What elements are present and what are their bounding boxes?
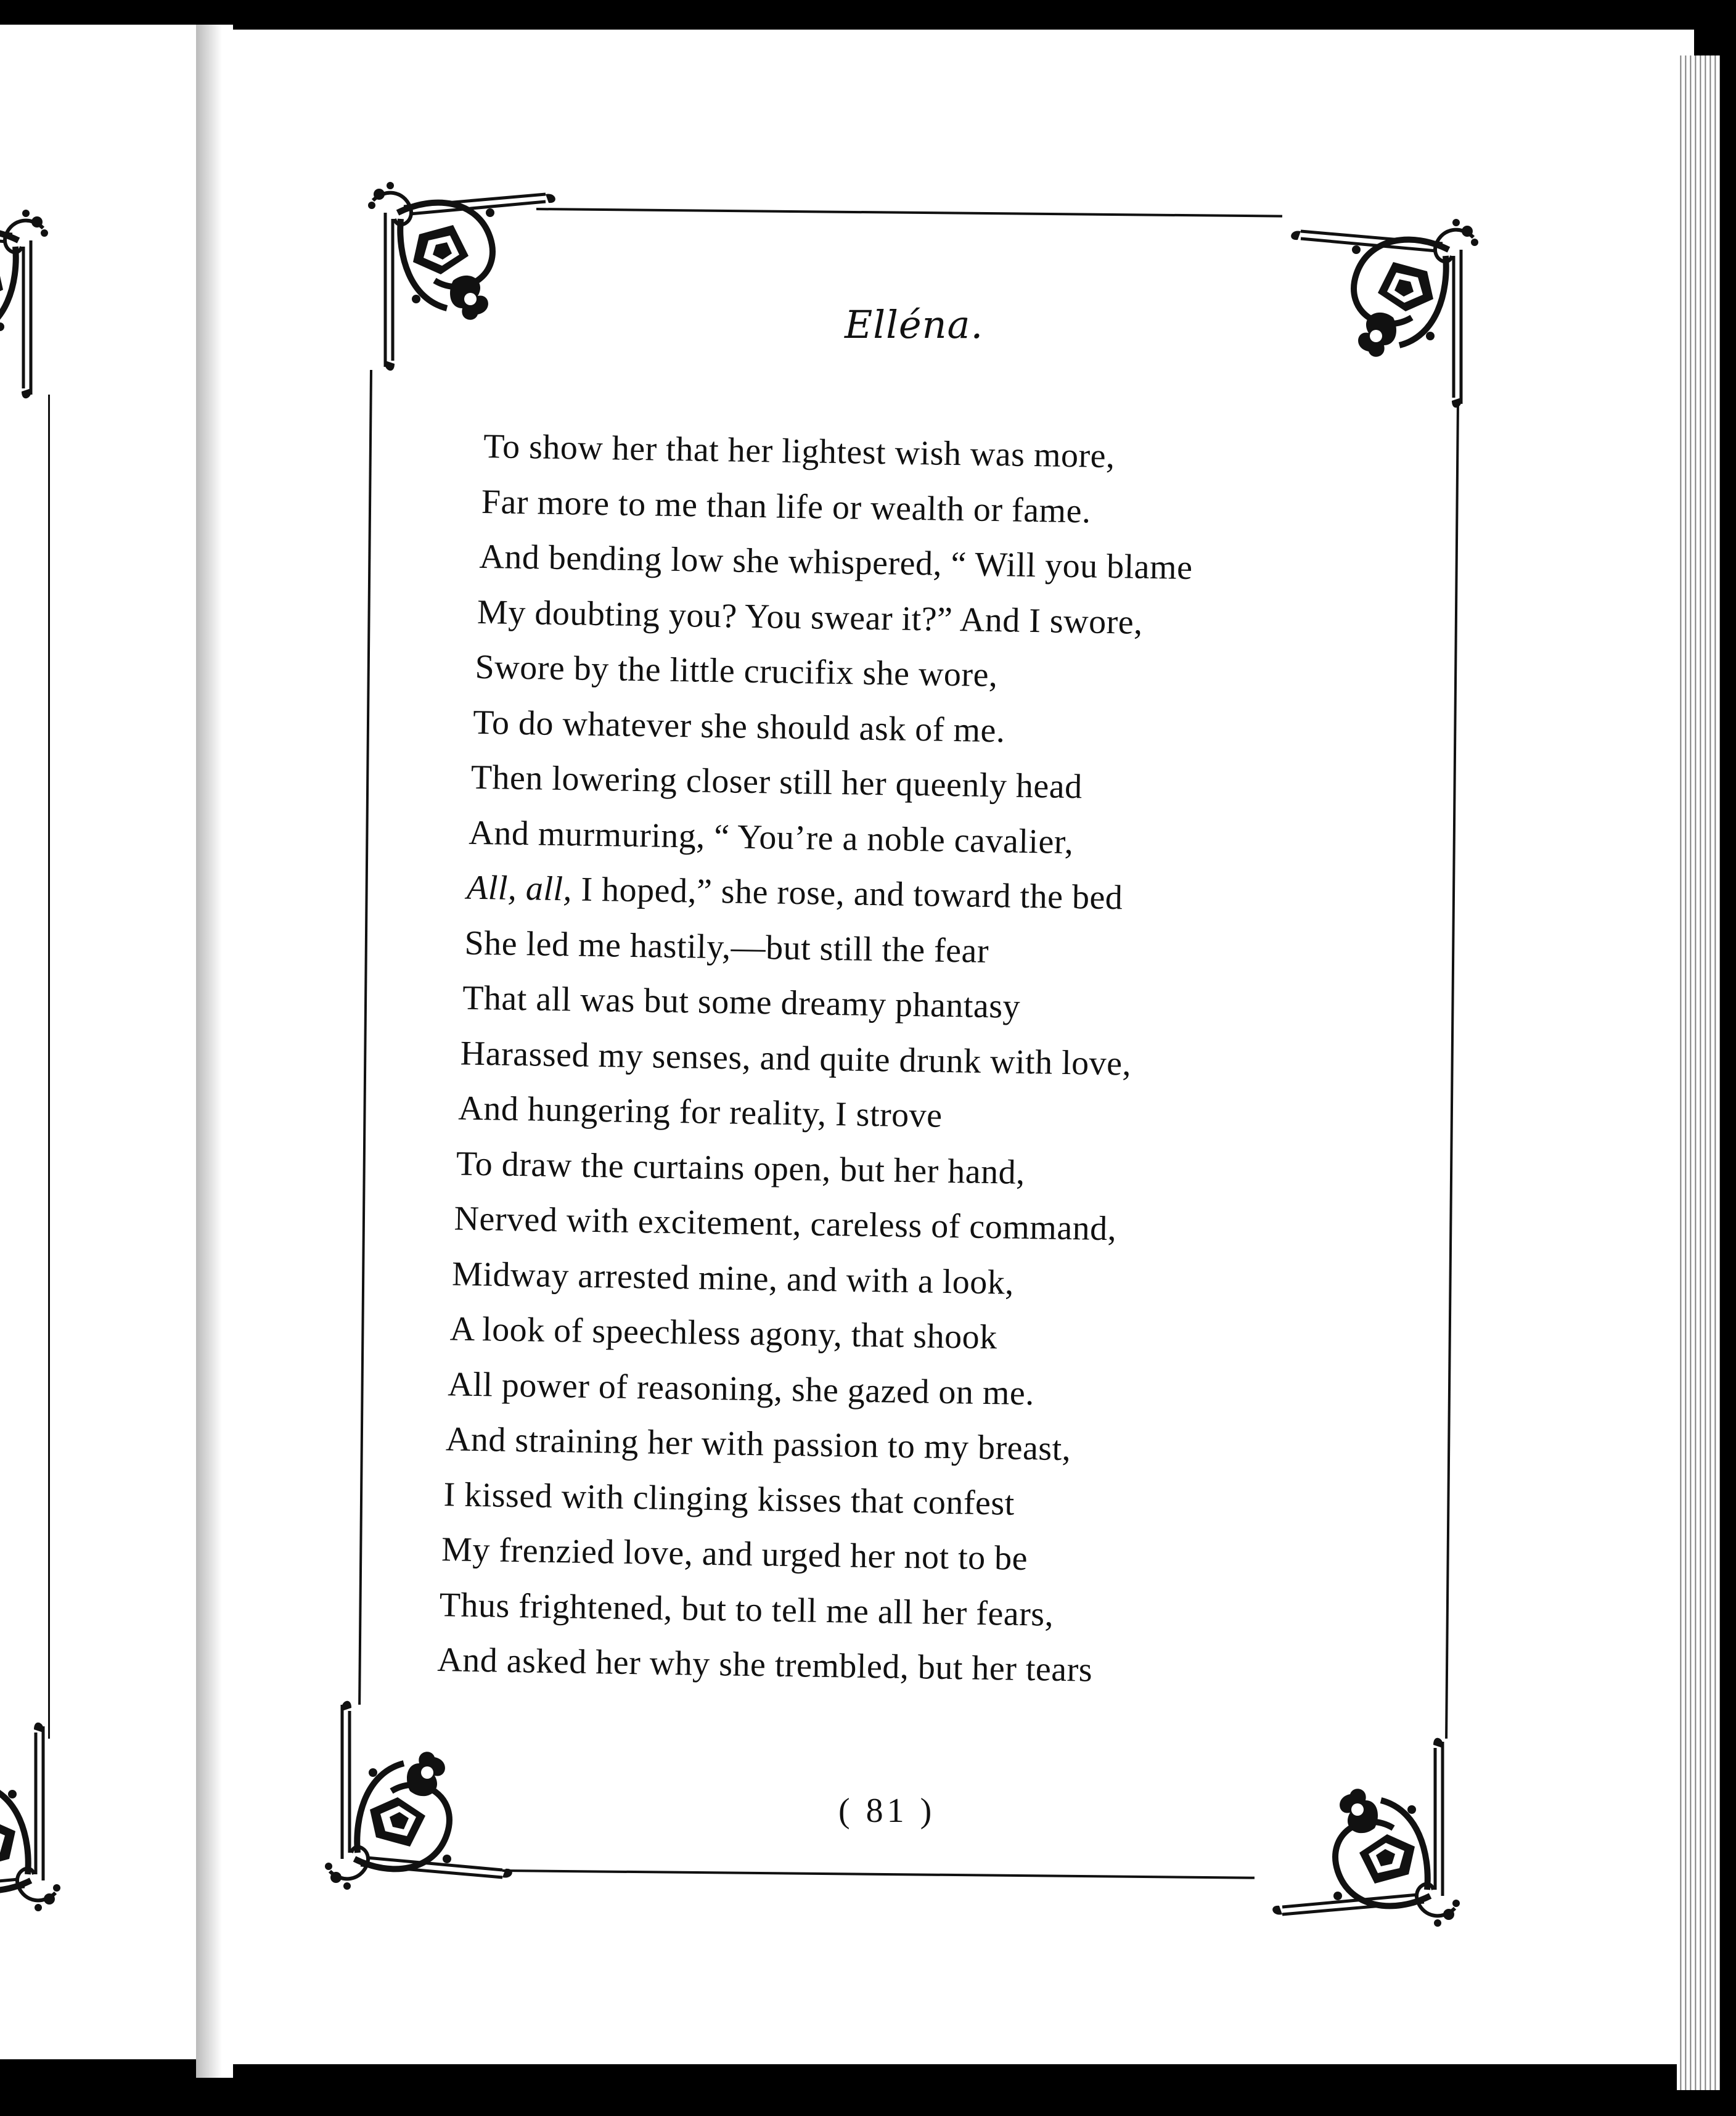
poem-line: My frenzied love, and urged her not to be [441,1530,1028,1578]
left-corner-ornament-bottom [0,1720,68,1917]
poem-line: To draw the curtains open, but her hand, [456,1144,1026,1192]
poem-line: To do whatever she should ask of me. [472,703,1005,750]
poem-line: And straining her with passion to my breast, [445,1420,1071,1469]
poem-line: Then lowering closer still her queenly head [470,758,1083,806]
poem-line: Swore by the little crucifix she wore, [475,647,998,695]
poem-line: Thus frightened, but to tell me all her fears, [439,1585,1054,1634]
corner-ornament-top-left [361,176,558,373]
corner-ornament-bottom-left [317,1699,515,1896]
poem-line: And murmuring, “ You’re a noble cavalier, [468,813,1074,861]
page-edges [1677,55,1720,2090]
left-page [0,25,196,2059]
corner-ornament-top-right [1288,213,1486,410]
page-number: ( 81 ) [838,1792,936,1830]
poem-line: All, all, I hoped,” she rose, and toward the bed [466,868,1123,917]
poem-line: A look of speechless agony, that shook [449,1310,998,1357]
poem-line: I kissed with clinging kisses that confest [443,1475,1015,1523]
book-spine [196,25,233,2078]
poem-line: She led me hastily,—but still the fear [464,924,989,970]
running-title: Elléna. [845,302,984,347]
poem-text-block [436,419,1378,1702]
poem-line: And asked her why she trembled, but her tears [436,1641,1093,1689]
poem-line: Nerved with excitement, careless of command, [454,1199,1117,1249]
poem-line: My doubting you? You swear it?” And I swore, [477,593,1144,642]
poem-line: And hungering for reality, I strove [457,1089,943,1135]
poem-line: Midway arrested mine, and with a look, [451,1254,1015,1302]
poem-line: Harassed my senses, and quite drunk with love, [460,1034,1132,1083]
corner-ornament-bottom-right [1270,1736,1467,1933]
poem-line: That all was but some dreamy phantasy [462,978,1021,1026]
left-page-border [48,395,50,1739]
poem-line: All power of reasoning, she gazed on me. [447,1364,1035,1413]
poem-line: To show her that her lightest wish was more, [483,427,1116,476]
poem-line: Far more to me than life or wealth or fame. [481,482,1091,530]
left-corner-ornament-top [0,203,55,401]
poem-line: And bending low she whispered, “ Will you blame [479,537,1193,588]
